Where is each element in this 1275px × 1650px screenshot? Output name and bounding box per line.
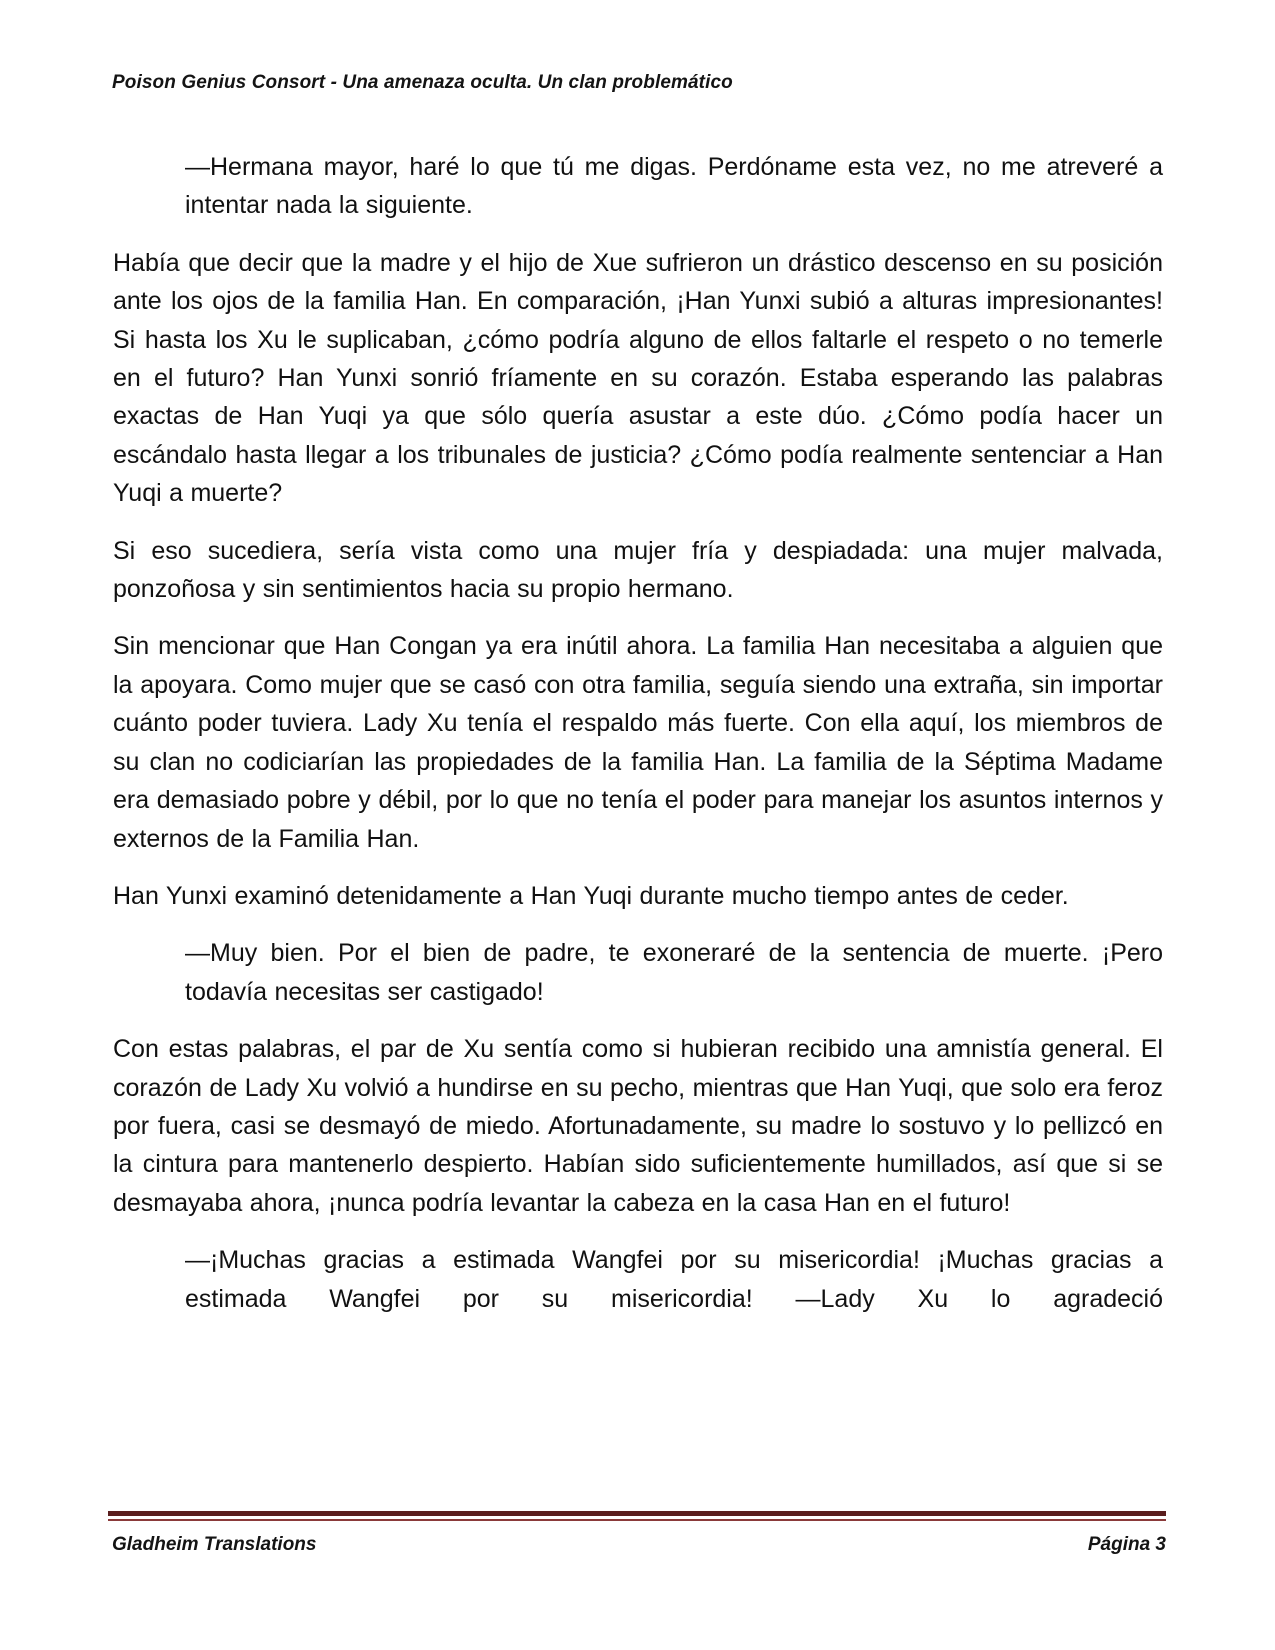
document-body xyxy=(113,148,1163,1337)
dialogue-paragraph: —¡Muchas gracias a estimada Wangfei por su misericordia! ¡Muchas gracias a estimada Wangfei por su misericordia! —Lady Xu lo agradeció xyxy=(185,1246,1163,1313)
body-paragraph: Han Yunxi examinó detenidamente a Han Yuqi durante mucho tiempo antes de ceder. xyxy=(113,881,1069,910)
body-paragraph: Sin mencionar que Han Congan ya era inútil ahora. La familia Han necesitaba a alguien que la apoyara. Como mujer que se casó con otra familia, seguía siendo una extraña, sin importar cuánto poder tuviera. Lady Xu tenía el respaldo más fuerte. Con ella aquí, los miembros de su clan no codiciarían las propiedades de la familia Han. La familia de la Séptima Madame era demasiado pobre y débil, por lo que no tenía el poder para manejar los asuntos internos y externos de la Familia Han. xyxy=(113,632,1163,853)
dialogue-paragraph: —Muy bien. Por el bien de padre, te exoneraré de la sentencia de muerte. ¡Pero todavía necesitas ser castigado! xyxy=(185,939,1163,1006)
footer-divider-thick xyxy=(108,1511,1166,1516)
running-header-title: Poison Genius Consort - Una amenaza oculta. Un clan problemático xyxy=(112,72,733,93)
body-paragraph: Con estas palabras, el par de Xu sentía como si hubieran recibido una amnistía general. El corazón de Lady Xu volvió a hundirse en su pecho, mientras que Han Yuqi, que solo era feroz por fuera, casi se desmayó de miedo. Afortunadamente, su madre lo sostuvo y lo pellizcó en la cintura para mantenerlo despierto. Habían sido suficientemente humillados, así que si se desmayaba ahora, ¡nunca podría levantar la cabeza en la casa Han en el futuro! xyxy=(113,1035,1163,1217)
footer-publisher: Gladheim Translations xyxy=(112,1534,317,1555)
page-number: Página 3 xyxy=(1087,1534,1166,1555)
body-paragraph: Había que decir que la madre y el hijo de Xue sufrieron un drástico descenso en su posición ante los ojos de la familia Han. En comparación, ¡Han Yunxi subió a alturas impresionantes! Si hasta los Xu le suplicaban, ¿cómo podría alguno de ellos faltarle el respeto o no temerle en el futuro? Han Yunxi sonrió fríamente en su corazón. Estaba esperando las palabras exactas de Han Yuqi ya que sólo quería asustar a este dúo. ¿Cómo podía hacer un escándalo hasta llegar a los tribunales de justicia? ¿Cómo podía realmente sentenciar a Han Yuqi a muerte? xyxy=(113,248,1163,508)
footer-divider-thin xyxy=(108,1519,1166,1521)
body-paragraph: Si eso sucediera, sería vista como una mujer fría y despiadada: una mujer malvada, ponzoñosa y sin sentimientos hacia su propio hermano. xyxy=(113,536,1163,604)
dialogue-paragraph: —Hermana mayor, haré lo que tú me digas. Perdóname esta vez, no me atreveré a intentar nada la siguiente. xyxy=(185,153,1163,220)
